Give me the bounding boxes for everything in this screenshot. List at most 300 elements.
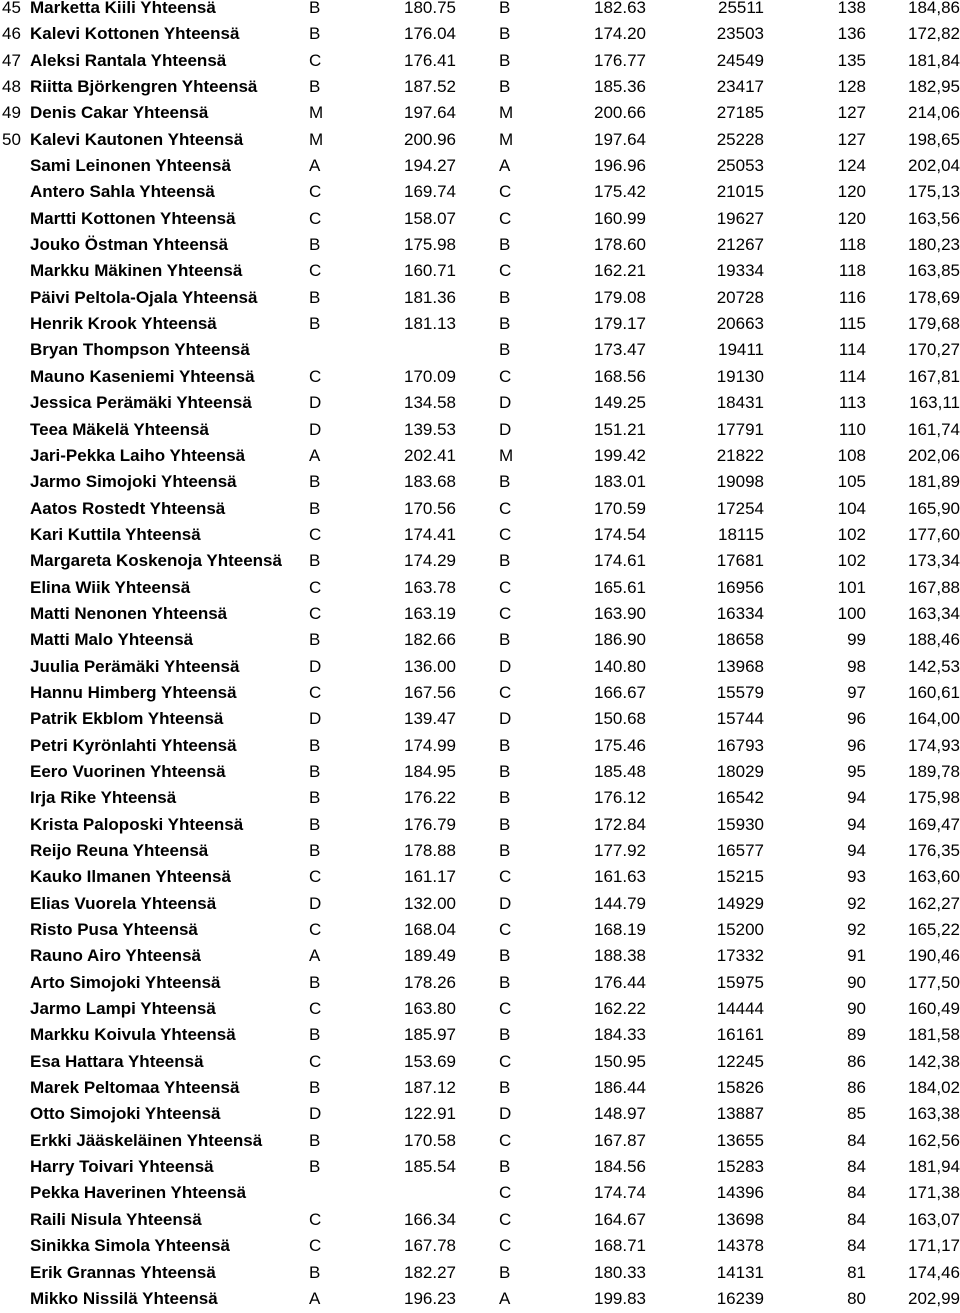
games-count-cell: 104 [837, 498, 866, 518]
average-2-cell: 196.96 [594, 156, 646, 176]
table-row [0, 548, 960, 574]
overall-average-cell: 179,68 [908, 314, 960, 334]
rank-cell: 45 [2, 0, 21, 17]
class-1-cell: C [309, 1051, 322, 1071]
player-name: Jouko Östman Yhteensä [30, 235, 229, 255]
class-1-cell: B [309, 972, 321, 992]
overall-average-cell: 167,81 [908, 366, 960, 386]
pins-total-cell: 25228 [716, 129, 764, 149]
overall-average-cell: 190,46 [908, 946, 960, 966]
pins-total-cell: 15930 [716, 814, 764, 834]
games-count-cell: 84 [847, 1209, 866, 1229]
rank-cell: 50 [2, 129, 21, 149]
pins-total-cell: 18431 [716, 393, 764, 413]
table-row [0, 1180, 960, 1206]
average-1-cell: 139.53 [404, 419, 456, 439]
player-name: Hannu Himberg Yhteensä [30, 682, 237, 702]
class-1-cell: C [309, 1209, 322, 1229]
table-row [0, 654, 960, 680]
player-name: Eero Vuorinen Yhteensä [30, 761, 226, 781]
table-row [0, 100, 960, 126]
games-count-cell: 138 [837, 0, 866, 17]
overall-average-cell: 174,93 [908, 735, 960, 755]
class-2-cell: B [499, 1025, 511, 1045]
average-1-cell: 139.47 [404, 709, 456, 729]
class-2-cell: B [499, 551, 511, 571]
overall-average-cell: 162,56 [908, 1130, 960, 1150]
games-count-cell: 127 [837, 129, 866, 149]
class-1-cell: D [309, 419, 322, 439]
average-1-cell: 166.34 [404, 1209, 456, 1229]
average-1-cell: 174.41 [404, 524, 456, 544]
games-count-cell: 94 [847, 814, 866, 834]
average-2-cell: 177.92 [594, 841, 646, 860]
average-2-cell: 184.56 [594, 1157, 646, 1177]
class-1-cell: C [309, 867, 322, 887]
overall-average-cell: 163,60 [908, 867, 960, 887]
average-2-cell: 164.67 [594, 1209, 646, 1229]
class-2-cell: B [499, 1262, 511, 1282]
class-2-cell: C [499, 920, 512, 940]
overall-average-cell: 170,27 [908, 340, 960, 360]
pins-total-cell: 17681 [716, 551, 764, 571]
pins-total-cell: 16542 [716, 788, 764, 808]
overall-average-cell: 180,23 [908, 235, 960, 255]
class-1-cell: D [309, 1104, 322, 1124]
player-name: Esa Hattara Yhteensä [30, 1051, 204, 1071]
pins-total-cell: 25511 [717, 0, 764, 17]
average-1-cell: 181.13 [404, 314, 456, 334]
pins-total-cell: 19411 [717, 340, 764, 360]
games-count-cell: 96 [847, 709, 866, 729]
pins-total-cell: 20663 [716, 314, 764, 334]
average-1-cell: 158.07 [404, 208, 456, 228]
class-1-cell: C [309, 999, 322, 1019]
table-row [0, 706, 960, 732]
average-1-cell: 175.98 [404, 235, 456, 255]
average-1-cell: 122.91 [404, 1104, 456, 1124]
pins-total-cell: 16793 [716, 735, 764, 755]
player-name: Henrik Krook Yhteensä [30, 314, 217, 334]
player-name: Sinikka Simola Yhteensä [30, 1236, 230, 1256]
player-name: Patrik Ekblom Yhteensä [30, 709, 224, 729]
class-1-cell: B [309, 814, 321, 834]
average-1-cell: 184.95 [404, 761, 456, 781]
games-count-cell: 81 [847, 1262, 866, 1282]
table-row [0, 153, 960, 179]
average-2-cell: 168.71 [594, 1236, 646, 1256]
overall-average-cell: 174,46 [908, 1262, 960, 1282]
games-count-cell: 101 [837, 577, 866, 597]
class-1-cell: A [309, 946, 321, 966]
average-2-cell: 180.33 [594, 1262, 646, 1282]
pins-total-cell: 18115 [717, 524, 764, 544]
player-name: Jarmo Lampi Yhteensä [30, 999, 216, 1019]
overall-average-cell: 181,94 [908, 1157, 960, 1177]
table-row [0, 522, 960, 548]
class-2-cell: B [499, 1157, 511, 1177]
table-row [0, 417, 960, 443]
overall-average-cell: 164,00 [908, 709, 960, 729]
class-2-cell: B [499, 24, 511, 44]
player-name: Jari-Pekka Laiho Yhteensä [30, 445, 246, 465]
class-1-cell: C [309, 182, 322, 202]
overall-average-cell: 162,27 [908, 893, 960, 913]
class-1-cell: B [309, 1262, 321, 1282]
overall-average-cell: 175,13 [908, 182, 960, 202]
table-row [0, 337, 960, 363]
pins-total-cell: 14396 [716, 1183, 764, 1203]
average-1-cell: 168.04 [404, 920, 456, 940]
pins-total-cell: 17332 [716, 946, 764, 966]
average-2-cell: 173.47 [594, 340, 646, 360]
average-2-cell: 178.60 [594, 235, 646, 255]
games-count-cell: 93 [847, 867, 866, 887]
player-name: Arto Simojoki Yhteensä [30, 972, 221, 992]
class-2-cell: B [499, 630, 511, 650]
table-row [0, 891, 960, 917]
pins-total-cell: 15744 [716, 709, 764, 729]
table-row [0, 996, 960, 1022]
pins-total-cell: 16956 [716, 577, 764, 597]
overall-average-cell: 181,89 [908, 472, 960, 492]
class-2-cell: D [499, 393, 512, 413]
average-2-cell: 165.61 [594, 577, 646, 597]
average-2-cell: 150.95 [594, 1051, 646, 1071]
class-2-cell: B [499, 50, 511, 70]
games-count-cell: 98 [847, 656, 866, 676]
class-2-cell: D [499, 893, 512, 913]
class-2-cell: C [499, 867, 512, 887]
average-2-cell: 176.77 [594, 50, 646, 70]
player-name: Mauno Kaseniemi Yhteensä [30, 366, 255, 386]
games-count-cell: 120 [837, 208, 866, 228]
player-name: Kauko Ilmanen Yhteensä [30, 867, 231, 887]
overall-average-cell: 142,53 [908, 656, 960, 676]
average-2-cell: 168.56 [594, 366, 646, 386]
overall-average-cell: 189,78 [908, 761, 960, 781]
pins-total-cell: 14929 [716, 893, 764, 913]
player-name: Aleksi Rantala Yhteensä [30, 50, 227, 70]
average-2-cell: 162.22 [594, 999, 646, 1019]
class-2-cell: C [499, 261, 512, 281]
class-1-cell: B [309, 1025, 321, 1045]
average-1-cell: 194.27 [404, 156, 456, 176]
games-count-cell: 97 [847, 682, 866, 702]
average-1-cell: 197.64 [404, 103, 456, 123]
games-count-cell: 86 [847, 1078, 866, 1098]
table-row [0, 496, 960, 522]
table-row [0, 1154, 960, 1180]
average-2-cell: 175.46 [594, 735, 646, 755]
player-name: Päivi Peltola-Ojala Yhteensä [30, 287, 258, 307]
class-2-cell: B [499, 788, 511, 808]
games-count-cell: 84 [847, 1183, 866, 1203]
average-1-cell: 163.78 [404, 577, 456, 597]
games-count-cell: 116 [838, 287, 866, 307]
average-1-cell: 200.96 [404, 129, 456, 149]
overall-average-cell: 167,88 [908, 577, 960, 597]
class-1-cell: A [309, 156, 321, 176]
average-1-cell: 178.88 [404, 841, 456, 860]
player-name: Otto Simojoki Yhteensä [30, 1104, 221, 1124]
table-row [0, 1128, 960, 1154]
class-1-cell: M [309, 129, 324, 149]
games-count-cell: 105 [837, 472, 866, 492]
player-name: Aatos Rostedt Yhteensä [30, 498, 226, 518]
class-1-cell: B [309, 1157, 321, 1177]
player-name: Reijo Reuna Yhteensä [30, 841, 209, 860]
rank-cell: 49 [2, 103, 21, 123]
average-1-cell: 161.17 [404, 867, 456, 887]
average-2-cell: 160.99 [594, 208, 646, 228]
class-1-cell: D [309, 393, 322, 413]
average-2-cell: 185.48 [594, 761, 646, 781]
class-2-cell: C [499, 1130, 512, 1150]
overall-average-cell: 184,86 [908, 0, 960, 17]
overall-average-cell: 188,46 [908, 630, 960, 650]
average-1-cell: 181.36 [404, 287, 456, 307]
pins-total-cell: 18658 [716, 630, 764, 650]
player-name: Erkki Jääskeläinen Yhteensä [30, 1130, 263, 1150]
overall-average-cell: 171,17 [908, 1236, 960, 1256]
overall-average-cell: 142,38 [908, 1051, 960, 1071]
pins-total-cell: 15975 [716, 972, 764, 992]
overall-average-cell: 177,50 [908, 972, 960, 992]
pins-total-cell: 27185 [716, 103, 764, 123]
table-row [0, 575, 960, 601]
player-name: Marek Peltomaa Yhteensä [30, 1078, 240, 1098]
average-1-cell: 183.68 [404, 472, 456, 492]
table-row [0, 812, 960, 838]
games-count-cell: 89 [847, 1025, 866, 1045]
class-1-cell: C [309, 50, 322, 70]
class-1-cell: B [309, 551, 321, 571]
average-2-cell: 179.17 [594, 314, 646, 334]
player-name: Krista Paloposki Yhteensä [30, 814, 244, 834]
games-count-cell: 128 [837, 77, 866, 97]
table-row [0, 917, 960, 943]
class-2-cell: B [499, 235, 511, 255]
player-name: Harry Toivari Yhteensä [30, 1157, 214, 1177]
games-count-cell: 102 [837, 524, 866, 544]
games-count-cell: 84 [847, 1157, 866, 1177]
player-name: Matti Malo Yhteensä [30, 630, 194, 650]
games-count-cell: 80 [847, 1288, 866, 1308]
average-1-cell: 187.12 [404, 1078, 456, 1098]
class-1-cell: C [309, 261, 322, 281]
pins-total-cell: 21267 [716, 235, 764, 255]
table-row [0, 680, 960, 706]
pins-total-cell: 18029 [716, 761, 764, 781]
class-2-cell: D [499, 656, 512, 676]
games-count-cell: 90 [847, 972, 866, 992]
class-1-cell: B [309, 630, 321, 650]
games-count-cell: 94 [847, 841, 866, 860]
average-1-cell: 182.27 [404, 1262, 456, 1282]
pins-total-cell: 25053 [716, 156, 764, 176]
table-row [0, 179, 960, 205]
overall-average-cell: 163,11 [909, 393, 960, 413]
pins-total-cell: 16239 [716, 1288, 764, 1308]
average-2-cell: 179.08 [594, 287, 646, 307]
games-count-cell: 102 [837, 551, 866, 571]
games-count-cell: 136 [837, 24, 866, 44]
class-2-cell: C [499, 577, 512, 597]
class-1-cell: C [309, 208, 322, 228]
class-2-cell: B [499, 77, 511, 97]
pins-total-cell: 13655 [716, 1130, 764, 1150]
average-1-cell: 176.79 [404, 814, 456, 834]
overall-average-cell: 202,99 [908, 1288, 960, 1308]
class-1-cell: C [309, 1236, 322, 1256]
average-1-cell: 176.22 [404, 788, 456, 808]
pins-total-cell: 14378 [716, 1236, 764, 1256]
table-row [0, 1049, 960, 1075]
table-row [0, 733, 960, 759]
average-1-cell: 169.74 [404, 182, 456, 202]
overall-average-cell: 202,04 [908, 156, 960, 176]
pins-total-cell: 13968 [716, 656, 764, 676]
player-name: Jarmo Simojoki Yhteensä [30, 472, 237, 492]
class-1-cell: B [309, 24, 321, 44]
average-2-cell: 149.25 [594, 393, 646, 413]
pins-total-cell: 13887 [716, 1104, 764, 1124]
class-1-cell: C [309, 366, 322, 386]
player-name: Kalevi Kautonen Yhteensä [30, 129, 244, 149]
average-2-cell: 176.44 [594, 972, 646, 992]
average-2-cell: 161.63 [594, 867, 646, 887]
average-2-cell: 199.42 [594, 445, 646, 465]
class-2-cell: B [499, 314, 511, 334]
overall-average-cell: 173,34 [908, 551, 960, 571]
player-name: Martti Kottonen Yhteensä [30, 208, 236, 228]
overall-average-cell: 160,61 [908, 682, 960, 702]
average-1-cell: 170.09 [404, 366, 456, 386]
pins-total-cell: 16161 [716, 1025, 764, 1045]
overall-average-cell: 163,38 [908, 1104, 960, 1124]
class-1-cell: B [309, 77, 321, 97]
games-count-cell: 94 [847, 788, 866, 808]
player-name: Sami Leinonen Yhteensä [30, 156, 231, 176]
overall-average-cell: 181,58 [908, 1025, 960, 1045]
player-name: Juulia Perämäki Yhteensä [30, 656, 240, 676]
table-row [0, 21, 960, 47]
table-row [0, 74, 960, 100]
pins-total-cell: 19334 [716, 261, 764, 281]
table-row [0, 864, 960, 890]
player-name: Marketta Kiili Yhteensä [30, 0, 216, 17]
games-count-cell: 90 [847, 999, 866, 1019]
average-2-cell: 197.64 [594, 129, 646, 149]
average-2-cell: 186.44 [594, 1078, 646, 1098]
average-1-cell: 187.52 [404, 77, 456, 97]
overall-average-cell: 169,47 [908, 814, 960, 834]
average-2-cell: 174.20 [594, 24, 646, 44]
table-row [0, 838, 960, 864]
games-count-cell: 135 [837, 50, 866, 70]
class-2-cell: C [499, 208, 512, 228]
class-2-cell: M [499, 445, 514, 465]
games-count-cell: 99 [847, 630, 866, 650]
games-count-cell: 92 [847, 893, 866, 913]
table-row [0, 943, 960, 969]
player-name: Markku Koivula Yhteensä [30, 1025, 236, 1045]
pins-total-cell: 19627 [716, 208, 764, 228]
class-1-cell: C [309, 603, 322, 623]
class-2-cell: A [499, 1288, 511, 1308]
games-count-cell: 100 [837, 603, 866, 623]
class-1-cell: C [309, 920, 322, 940]
class-2-cell: M [499, 103, 514, 123]
average-1-cell: 136.00 [404, 656, 456, 676]
class-2-cell: B [499, 287, 511, 307]
average-2-cell: 185.36 [594, 77, 646, 97]
overall-average-cell: 163,34 [908, 603, 960, 623]
class-1-cell: B [309, 1078, 321, 1098]
pins-total-cell: 24549 [716, 50, 764, 70]
rank-cell: 46 [2, 24, 21, 44]
class-2-cell: B [499, 340, 511, 360]
table-row [0, 469, 960, 495]
class-2-cell: B [499, 761, 511, 781]
table-row [0, 785, 960, 811]
class-2-cell: B [499, 1078, 511, 1098]
class-2-cell: B [499, 735, 511, 755]
table-row [0, 364, 960, 390]
class-1-cell: B [309, 314, 321, 334]
overall-average-cell: 163,07 [908, 1209, 960, 1229]
class-1-cell: B [309, 841, 321, 860]
class-2-cell: A [499, 156, 511, 176]
games-count-cell: 84 [847, 1236, 866, 1256]
class-2-cell: C [499, 1051, 512, 1071]
average-2-cell: 200.66 [594, 103, 646, 123]
table-row [0, 1022, 960, 1048]
pins-total-cell: 19130 [716, 366, 764, 386]
class-2-cell: B [499, 972, 511, 992]
class-1-cell: B [309, 735, 321, 755]
table-row [0, 1260, 960, 1286]
player-name: Markku Mäkinen Yhteensä [30, 261, 243, 281]
class-1-cell: B [309, 1130, 321, 1150]
overall-average-cell: 163,56 [908, 208, 960, 228]
games-count-cell: 113 [838, 393, 866, 413]
pins-total-cell: 14444 [716, 999, 764, 1019]
class-1-cell: M [309, 103, 324, 123]
pins-total-cell: 15579 [716, 682, 764, 702]
games-count-cell: 118 [838, 261, 866, 281]
player-name: Elina Wiik Yhteensä [30, 577, 191, 597]
average-2-cell: 172.84 [594, 814, 646, 834]
overall-average-cell: 172,82 [908, 24, 960, 44]
player-name: Denis Cakar Yhteensä [30, 103, 209, 123]
games-count-cell: 124 [837, 156, 866, 176]
average-2-cell: 176.12 [594, 788, 646, 808]
pins-total-cell: 21015 [716, 182, 764, 202]
games-count-cell: 91 [847, 946, 866, 966]
player-name: Petri Kyrönlahti Yhteensä [30, 735, 237, 755]
games-count-cell: 86 [847, 1051, 866, 1071]
average-1-cell: 174.29 [404, 551, 456, 571]
games-count-cell: 114 [838, 366, 866, 386]
overall-average-cell: 161,74 [908, 419, 960, 439]
class-1-cell: C [309, 682, 322, 702]
average-2-cell: 175.42 [594, 182, 646, 202]
games-count-cell: 127 [837, 103, 866, 123]
games-count-cell: 118 [838, 235, 866, 255]
table-row [0, 1286, 960, 1312]
